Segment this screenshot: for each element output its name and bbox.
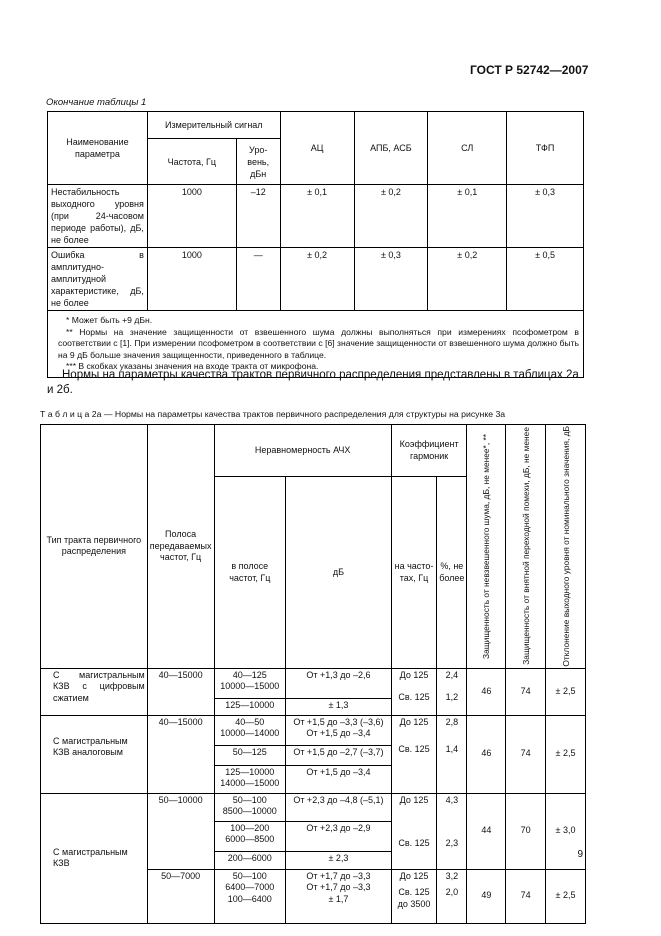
header-level: Уро-вень, дБн bbox=[236, 139, 280, 185]
harm-freq bbox=[391, 869, 436, 923]
header-at-freq: на часто-тах, Гц bbox=[391, 477, 436, 668]
harm-freq-1: До 125 bbox=[399, 716, 429, 727]
ahch-db: От +1,3 до –2,6 bbox=[286, 668, 392, 698]
harm-freq-1: До 125 bbox=[399, 870, 429, 881]
paragraph-line-2: и 2б. bbox=[47, 384, 73, 396]
tract-type: С магистральным КЗВ аналоговым bbox=[41, 715, 148, 793]
tract-type: С магистральным КЗВ bbox=[41, 793, 148, 923]
row-param-name: Нестабильность выходного уровня (при 24-часовом периоде работы), дБ, не более bbox=[48, 185, 148, 248]
harm-pct-1: 2,8 bbox=[445, 716, 459, 727]
row-frequency: 1000 bbox=[147, 185, 236, 248]
tract-type: С магистральным КЗВ с цифровым сжатием bbox=[41, 668, 148, 715]
header-signal: Измерительный сигнал bbox=[147, 112, 280, 139]
row-value-tfp: ± 0,3 bbox=[507, 185, 584, 248]
header-ahch: Неравномерность АЧХ bbox=[214, 425, 391, 477]
ahch-band: 200—6000 bbox=[214, 851, 286, 869]
header-param: Наименование параметра bbox=[48, 112, 148, 185]
harm-pct-2: 2,3 bbox=[445, 838, 459, 849]
row-frequency: 1000 bbox=[147, 248, 236, 311]
ahch-db: От +2,3 до –2,9 bbox=[286, 821, 392, 851]
tract-band: 50—7000 bbox=[147, 869, 214, 923]
noise-value: 49 bbox=[467, 869, 506, 923]
header-apb: АПБ, АСБ bbox=[354, 112, 428, 185]
row-level: — bbox=[236, 248, 280, 311]
row-value-sl: ± 0,1 bbox=[428, 185, 507, 248]
table-continuation-label: Окончание таблицы 1 bbox=[46, 97, 147, 108]
note-1: * Может быть +9 дБн. bbox=[66, 315, 153, 325]
deviation-value: ± 2,5 bbox=[546, 715, 586, 793]
header-crosstalk-text: Защищенность от внятной переходной помехи, дБ, не менее bbox=[520, 427, 531, 666]
crosstalk-value: 74 bbox=[506, 715, 546, 793]
row-value-ac: ± 0,2 bbox=[280, 248, 354, 311]
table-2a bbox=[40, 424, 586, 924]
note-2: ** Нормы на значение защищенности от взвешенного шума должны выполняться при измерениях псофометром в соответствии с [1]. При измерении псофометром в соответствии с [6] значение защищенности от взвешенного шума должно быть на 9 дБ больше значения защищенности, приведенного в таблице. bbox=[58, 326, 579, 360]
harm-freq-2: Св. 125 bbox=[398, 744, 430, 755]
row-param-name: Ошибка в амплитудно-амплитудной характеристике, дБ, не более bbox=[48, 248, 148, 311]
harm-pct-1: 3,2 bbox=[445, 870, 459, 881]
harm-pct bbox=[437, 869, 467, 923]
harm-pct-2: 2,0 bbox=[445, 887, 459, 898]
header-noise bbox=[467, 425, 506, 669]
ahch-db: От +1,5 до –3,4 bbox=[286, 765, 392, 793]
ahch-db: От +1,5 до –3,3 (–3,6) От +1,5 до –3,4 bbox=[286, 715, 392, 745]
row-value-sl: ± 0,2 bbox=[428, 248, 507, 311]
crosstalk-value: 74 bbox=[506, 668, 546, 715]
ahch-band: 50—100 6400—7000 100—6400 bbox=[214, 869, 286, 923]
harm-freq-1: До 125 bbox=[399, 794, 429, 805]
header-ac: АЦ bbox=[280, 112, 354, 185]
harm-pct-1: 2,4 bbox=[445, 669, 459, 680]
tract-band: 40—15000 bbox=[147, 668, 214, 715]
table-1 bbox=[47, 111, 584, 378]
harm-freq-1: До 125 bbox=[399, 669, 429, 680]
ahch-band: 40—125 10000—15000 bbox=[214, 668, 286, 698]
ahch-band: 40—50 10000—14000 bbox=[214, 715, 286, 745]
ahch-band: 100—200 6000—8500 bbox=[214, 821, 286, 851]
tract-band: 40—15000 bbox=[147, 715, 214, 793]
header-type: Тип тракта первичного распределения bbox=[41, 425, 148, 669]
header-band: Полоса передаваемых частот, Гц bbox=[147, 425, 214, 669]
table-2a-caption: Т а б л и ц а 2а — Нормы на параметры качества трактов первичного распределения для структуры на рисунке 3а bbox=[40, 409, 506, 419]
ahch-band: 125—10000 bbox=[214, 698, 286, 715]
harm-pct-2: 1,4 bbox=[445, 744, 459, 755]
header-harmonics: Коэффициент гармоник bbox=[391, 425, 467, 477]
standard-number: ГОСТ Р 52742—2007 bbox=[470, 63, 589, 77]
noise-value: 44 bbox=[467, 793, 506, 869]
header-crosstalk bbox=[506, 425, 546, 669]
harm-freq-2: Св. 125 до 3500 bbox=[397, 887, 431, 909]
ahch-db: От +2,3 до –4,8 (–5,1) bbox=[286, 793, 392, 821]
page-number: 9 bbox=[577, 849, 583, 860]
harm-pct bbox=[437, 668, 467, 715]
noise-value: 46 bbox=[467, 715, 506, 793]
note-3: *** В скобках указаны значения на входе тракта от микрофона. bbox=[66, 361, 319, 372]
header-deviation bbox=[546, 425, 586, 669]
header-tfp: ТФП bbox=[507, 112, 584, 185]
crosstalk-value: 74 bbox=[506, 869, 546, 923]
header-percent: %, не более bbox=[437, 477, 467, 668]
ahch-db: ± 2,3 bbox=[286, 851, 392, 869]
harm-freq-2: Св. 125 bbox=[398, 838, 430, 849]
row-value-apb: ± 0,2 bbox=[354, 185, 428, 248]
tract-band: 50—10000 bbox=[147, 793, 214, 869]
deviation-value: ± 3,0 bbox=[546, 793, 586, 869]
header-noise-text: Защищенность от невзвешенного шума, дБ, не менее*, ** bbox=[481, 433, 492, 659]
header-deviation-text: Отклонение выходного уровня от номинального значения, дБ bbox=[560, 426, 571, 667]
harm-freq bbox=[391, 793, 436, 869]
header-db: дБ bbox=[286, 477, 392, 668]
harm-pct-1: 4,3 bbox=[445, 794, 459, 805]
ahch-db: От +1,7 до –3,3 От +1,7 до –3,3 ± 1,7 bbox=[286, 869, 392, 923]
crosstalk-value: 70 bbox=[506, 793, 546, 869]
row-value-tfp: ± 0,5 bbox=[507, 248, 584, 311]
harm-freq-2: Св. 125 bbox=[398, 692, 430, 703]
ahch-db: От +1,5 до –2,7 (–3,7) bbox=[286, 745, 392, 765]
row-value-apb: ± 0,3 bbox=[354, 248, 428, 311]
ahch-band: 50—125 bbox=[214, 745, 286, 765]
header-in-band: в полосе частот, Гц bbox=[214, 477, 286, 668]
paragraph-line-1: Нормы на параметры качества трактов первичного распределения представлены в таблицах 2а bbox=[62, 369, 579, 381]
harm-pct bbox=[437, 793, 467, 869]
row-level: –12 bbox=[236, 185, 280, 248]
harm-freq bbox=[391, 668, 436, 715]
ahch-band: 125—10000 14000—15000 bbox=[214, 765, 286, 793]
header-frequency: Частота, Гц bbox=[147, 139, 236, 185]
harm-pct bbox=[437, 715, 467, 793]
harm-pct-2: 1,2 bbox=[445, 692, 459, 703]
deviation-value: ± 2,5 bbox=[546, 668, 586, 715]
noise-value: 46 bbox=[467, 668, 506, 715]
ahch-band: 50—100 8500—10000 bbox=[214, 793, 286, 821]
harm-freq bbox=[391, 715, 436, 793]
deviation-value: ± 2,5 bbox=[546, 869, 586, 923]
ahch-db: ± 1,3 bbox=[286, 698, 392, 715]
row-value-ac: ± 0,1 bbox=[280, 185, 354, 248]
header-sl: СЛ bbox=[428, 112, 507, 185]
